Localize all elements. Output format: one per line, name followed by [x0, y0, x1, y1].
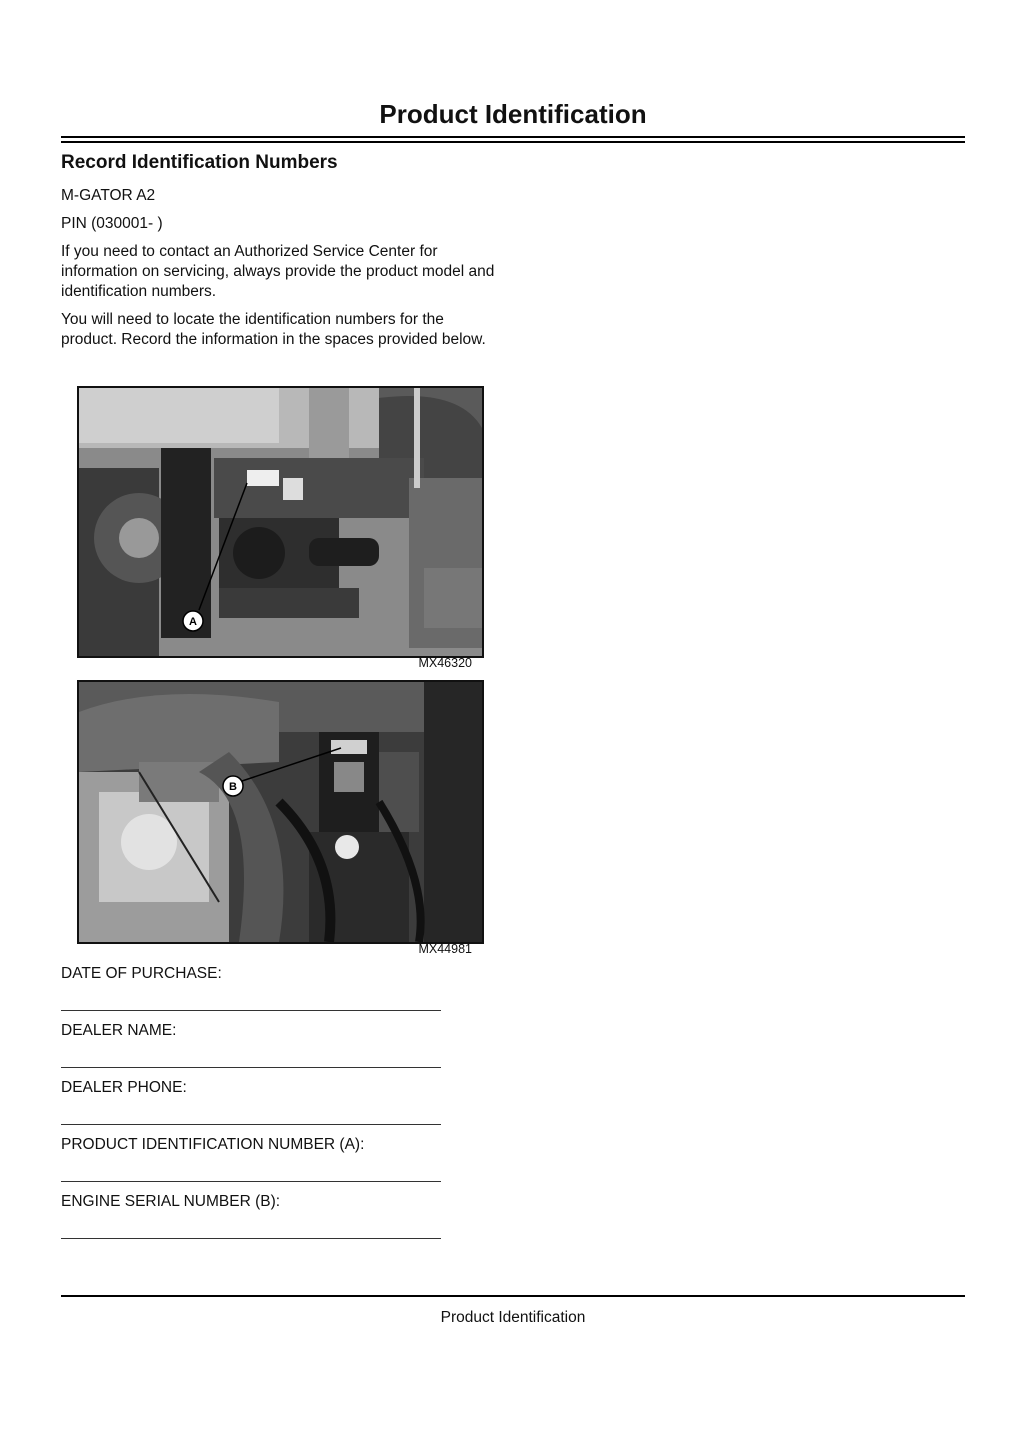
callout-a-label: A	[189, 616, 197, 628]
field-blank-line	[61, 984, 441, 1011]
figure-engine-serial-location	[77, 680, 484, 944]
field-dealer-phone	[61, 1078, 461, 1125]
field-blank-line	[61, 1212, 441, 1239]
field-label: PRODUCT IDENTIFICATION NUMBER (A):	[61, 1136, 365, 1153]
field-label: ENGINE SERIAL NUMBER (B):	[61, 1193, 281, 1210]
field-label: DEALER PHONE:	[61, 1079, 187, 1096]
page-footer	[61, 1295, 965, 1327]
engine-photo	[79, 682, 482, 942]
field-label: DATE OF PURCHASE:	[61, 965, 222, 982]
footer-text: Product Identification	[440, 1309, 586, 1326]
field-date-of-purchase	[61, 964, 461, 1011]
field-dealer-name	[61, 1021, 461, 1068]
figure-1-caption: MX46320	[418, 656, 472, 670]
field-blank-line	[61, 1155, 441, 1182]
figure-2-caption: MX44981	[418, 942, 472, 956]
record-form	[61, 964, 461, 1249]
section-title: Record Identification Numbers	[61, 152, 338, 173]
figure-pin-location	[77, 386, 484, 658]
field-engine-serial-number	[61, 1192, 461, 1239]
main-content	[61, 150, 501, 358]
page-title: Product Identification	[379, 99, 647, 129]
intro-paragraph: If you need to contact an Authorized Service Center for information on servicing, always provide the product model and identification numbers.	[61, 243, 495, 300]
field-blank-line	[61, 1041, 441, 1068]
footer-rule	[61, 1295, 965, 1297]
page-header	[61, 96, 965, 143]
field-label: DEALER NAME:	[61, 1022, 177, 1039]
instruction-paragraph: You will need to locate the identification numbers for the product. Record the information in the spaces provided below.	[61, 311, 486, 348]
pin-range: PIN (030001- )	[61, 215, 163, 232]
callout-b-label: B	[229, 781, 237, 793]
pin-location-photo	[79, 388, 482, 656]
model-name: M-GATOR A2	[61, 187, 156, 204]
field-blank-line	[61, 1098, 441, 1125]
field-product-identification-number	[61, 1135, 461, 1182]
header-rule	[61, 136, 965, 143]
